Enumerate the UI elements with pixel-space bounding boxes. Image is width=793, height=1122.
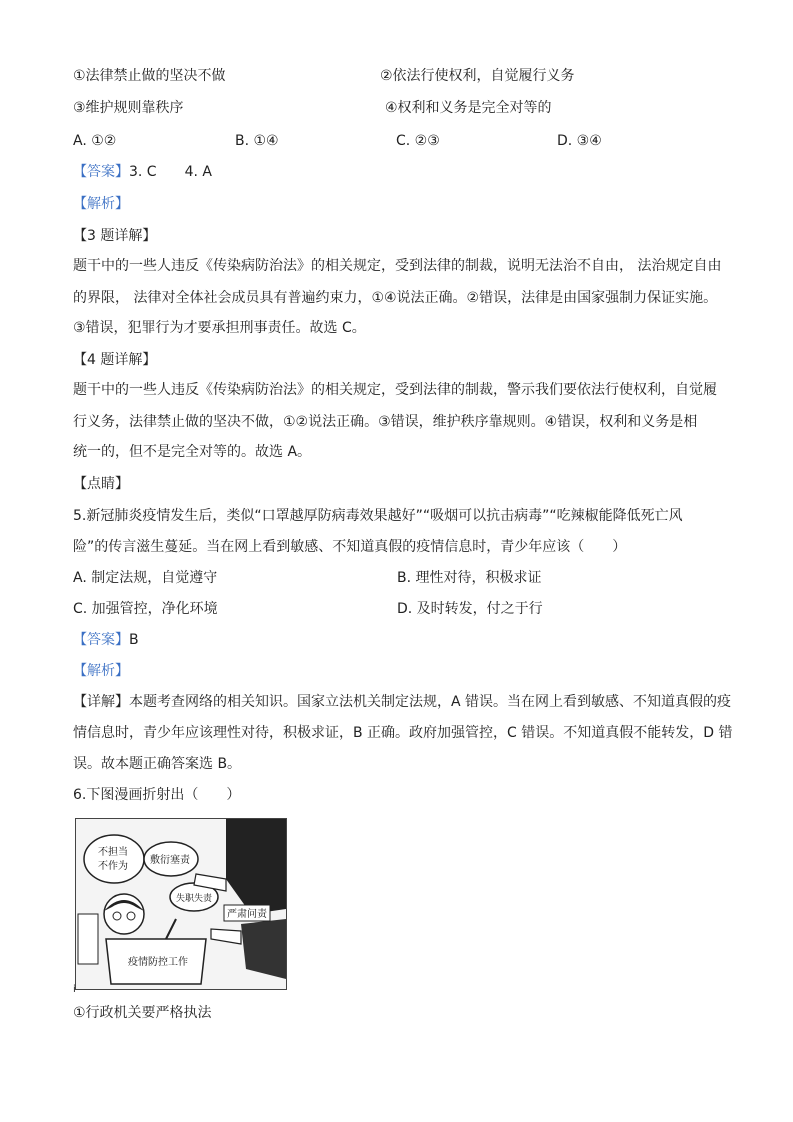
q5-answer-line bbox=[73, 630, 139, 650]
choice-a: A. ①② bbox=[73, 133, 117, 149]
cartoon-drawing bbox=[76, 819, 286, 989]
q5-detail-text-1: 本题考查网络的相关知识。国家立法机关制定法规，A 错误。当在网上看到敏感、不知道真假的疫 bbox=[129, 694, 732, 710]
choice-c: C. ②③ bbox=[396, 133, 440, 149]
bubble-3-text: 失职失责 bbox=[176, 894, 213, 904]
analysis-tag: 【解析】 bbox=[73, 196, 129, 212]
q5-choice-a: A. 制定法规，自觉遵守 bbox=[73, 570, 218, 586]
q5-choice-d: D. 及时转发，付之于行 bbox=[397, 601, 543, 617]
q5-answer-tag: 【答案】 bbox=[73, 632, 129, 648]
stray-mark: i bbox=[73, 984, 76, 995]
q4-line-1: 题干中的一些人违反《传染病防治法》的相关规定，受到法律的制裁，警示我们要依法行使权利，自觉履 bbox=[73, 382, 717, 398]
podium-sign: 疫情防控工作 bbox=[128, 957, 188, 968]
q5-choice-b: B. 理性对待，积极求证 bbox=[397, 570, 542, 586]
q3-line-1: 题干中的一些人违反《传染病防治法》的相关规定，受到法律的制裁，说明无法治不自由， 法治规定自由 bbox=[73, 258, 722, 274]
option-3: ③维护规则靠秩序 bbox=[73, 100, 184, 116]
q3-line-3: ③错误，犯罪行为才要承担刑事责任。故选 C。 bbox=[73, 320, 366, 336]
q5-answer: B bbox=[129, 632, 139, 648]
tag-text: 严肃问责 bbox=[227, 909, 267, 920]
q5-detail-line-1 bbox=[73, 692, 731, 712]
q5-detail-line-2: 情信息时，青少年应该理性对待，积极求证，B 正确。政府加强管控，C 错误。不知道真假不能转发，D 错 bbox=[73, 725, 733, 741]
dianjing-tag: 【点睛】 bbox=[73, 476, 129, 492]
q4-tag: 【4 题详解】 bbox=[73, 352, 157, 368]
answer-tag: 【答案】 bbox=[73, 164, 129, 180]
cartoon-image bbox=[75, 818, 287, 990]
q6-stem: 6.下图漫画折射出（ ） bbox=[73, 787, 241, 803]
choice-d: D. ③④ bbox=[557, 133, 602, 149]
q3-tag: 【3 题详解】 bbox=[73, 228, 157, 244]
bubble-2-text: 敷衍塞责 bbox=[150, 855, 190, 866]
bubble-1-text-a: 不担当 bbox=[98, 847, 128, 858]
bubble-1-text-b: 不作为 bbox=[98, 861, 128, 872]
q5-detail-line-3: 误。故本题正确答案选 B。 bbox=[73, 756, 242, 772]
option-4: ④权利和义务是完全对等的 bbox=[385, 100, 552, 116]
side-board bbox=[78, 914, 98, 964]
answer-line bbox=[73, 162, 212, 182]
q4-line-2: 行义务，法律禁止做的坚决不做，①②说法正确。③错误，维护秩序靠规则。④错误，权利和义务是相 bbox=[73, 414, 698, 430]
microphone bbox=[166, 919, 176, 939]
arm-sleeve bbox=[226, 819, 286, 914]
arm-sleeve-2 bbox=[241, 919, 286, 979]
q3-line-2: 的界限， 法律对全体社会成员具有普遍约束力，①④说法正确。②错误，法律是由国家强制力保证实施。 bbox=[73, 290, 718, 306]
option-1: ①法律禁止做的坚决不做 bbox=[73, 68, 226, 84]
q5-line-2: 险”的传言滋生蔓延。当在网上看到敏感、不知道真假的疫情信息时，青少年应该（ ） bbox=[73, 539, 627, 555]
answer-text: 3. C 4. A bbox=[129, 164, 212, 180]
bubble-1-shape bbox=[84, 835, 144, 883]
q5-choice-c: C. 加强管控，净化环境 bbox=[73, 601, 218, 617]
q6-option-1: ①行政机关要严格执法 bbox=[73, 1005, 212, 1021]
option-2: ②依法行使权利，自觉履行义务 bbox=[380, 68, 575, 84]
q5-line-1: 5.新冠肺炎疫情发生后，类似“口罩越厚防病毒效果越好”“吸烟可以抗击病毒”“吃辣椒能降低死亡风 bbox=[73, 508, 683, 524]
q5-analysis-tag: 【解析】 bbox=[73, 663, 129, 679]
q4-line-3: 统一的，但不是完全对等的。故选 A。 bbox=[73, 444, 312, 460]
q5-detail-tag: 【详解】 bbox=[73, 694, 129, 710]
choice-b: B. ①④ bbox=[235, 133, 279, 149]
pointing-hand-2 bbox=[211, 929, 241, 944]
